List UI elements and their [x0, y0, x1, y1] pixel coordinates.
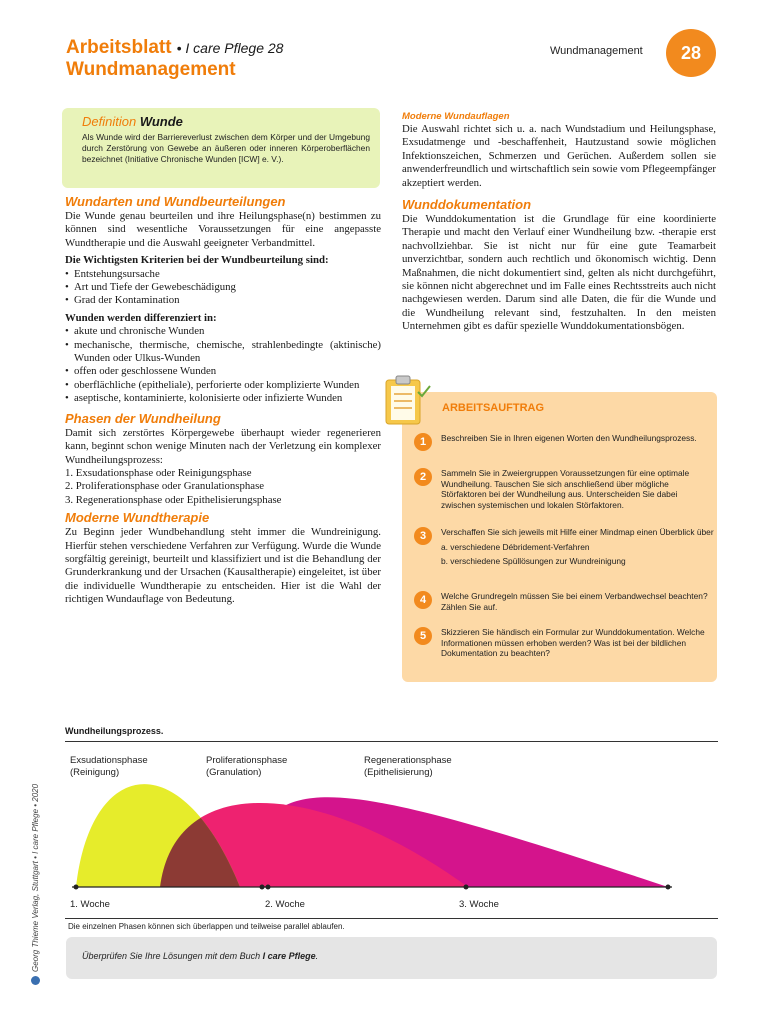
note-prefix: Überprüfen Sie Ihre Lösungen mit dem Buch — [82, 951, 263, 961]
task-text: Skizzieren Sie händisch ein Formular zur Wunddokumentation. Welche Informationen müssen erhoben werden? Was ist bei der bildlichen Dokumentation zu beachten? — [441, 627, 705, 659]
heading-wound-documentation: Wunddokumentation — [402, 197, 532, 213]
paragraph-wound-types: Die Wunde genau beurteilen und ihre Heilungsphase(n) bestimmen zu können sind wesentliche Voraussetzungen für eine angepasste Wundtherapie und die Auswahl geeigneter Verbandmittel. — [65, 210, 381, 249]
axis-marker — [74, 885, 79, 890]
criteria-title: Die Wichtigsten Kriterien bei der Wundbeurteilung sind: — [65, 254, 329, 267]
task-number: 1 — [414, 433, 432, 451]
axis-marker — [266, 885, 271, 890]
phase-name: Proliferationsphase — [206, 755, 288, 766]
axis-marker — [464, 885, 469, 890]
definition-text: Als Wunde wird der Barriereverlust zwischen dem Körper und der Umgebung durch Zerstörung von Gewebe an äußeren oder inneren Körperoberflächen bezeichnet (Initiative Chronische Wunden [ICW] e. V.). — [82, 132, 370, 164]
task-text: Verschaffen Sie sich jeweils mit Hilfe einer Mindmap einen Überblick über — [441, 527, 714, 537]
task-number: 3 — [414, 527, 432, 545]
paragraph-modern-therapy: Zu Beginn jeder Wundbehandlung steht immer die Wundreinigung. Hierfür stehen verschiedene Verfahren zur Verfügung. Wurde die Wunde sorgfältig gereinigt, beurteilt und klassifiziert und ist die Behandlung der Grunderkrankung und der Ursachen (Kausaltherapie) eingeleitet, ist über die individuelle Wundtherapie zu entscheiden. Hier ist die Wahl der richtigen Wundauflage von Bedeutung. — [65, 526, 381, 606]
list-item: • oberflächliche (epitheliale), perforierte oder komplizierte Wunden — [65, 379, 381, 392]
list-item: • Art und Tiefe der Gewebeschädigung — [65, 281, 381, 294]
task-title: ARBEITSAUFTRAG — [442, 402, 545, 414]
list-item: • offen oder geschlossene Wunden — [65, 365, 381, 378]
diagram-title: Wundheilungsprozess. — [65, 726, 164, 736]
definition-term: Wunde — [139, 114, 183, 129]
paragraph-wound-dressings: Die Auswahl richtet sich u. a. nach Wundstadium und Heilungsphase, Exsudatmenge und -beschaffenheit, Hautzustand sowie möglichen Infektionszeichen, Schmerzen und Gerüchen. Außerdem sollen sie anwenderfreundlich und wirtschaftlich sein sowie vom Pflegeempfänger akzeptiert werden. — [402, 123, 716, 189]
task-number: 2 — [414, 468, 432, 486]
axis-marker — [666, 885, 671, 890]
task-subitem-b: b. verschiedene Spüllösungen zur Wundreinigung — [441, 556, 626, 567]
credit-text: Georg Thieme Verlag, Stuttgart • I care Pflege • 2020 — [31, 783, 40, 972]
publisher-logo-icon — [31, 976, 40, 985]
week-label: 3. Woche — [459, 899, 499, 910]
task-number: 4 — [414, 591, 432, 609]
phase-name: Regenerationsphase — [364, 755, 452, 766]
phase-sub: (Granulation) — [206, 767, 262, 778]
list-item: 3. Regenerationsphase oder Epithelisierungsphase — [65, 493, 282, 506]
list-item: 2. Proliferationsphase oder Granulationsphase — [65, 480, 265, 493]
week-label: 2. Woche — [265, 899, 305, 910]
list-item: • mechanische, thermische, chemische, strahlenbedingte (aktinische) Wunden oder Ulkus-Wunden — [65, 339, 381, 366]
page-number-badge: 28 — [666, 29, 716, 77]
publisher-credit — [31, 784, 40, 985]
task-text: Beschreiben Sie in Ihren eigenen Worten den Wundheilungsprozess. — [441, 433, 697, 443]
task-text: Sammeln Sie in Zweiergruppen Voraussetzungen für eine optimale Wundheilung. Tauschen Sie sich anschließend über mögliche Störfaktoren bei der Wundheilung aus. Unterscheiden Sie dabei zwischen systemischen und lokalen Störfaktoren. — [441, 468, 690, 510]
task-subitem-a: a. verschiedene Débridement-Verfahren — [441, 541, 590, 552]
types-title: Wunden werden differenziert in: — [65, 311, 217, 324]
heading-modern-therapy: Moderne Wundtherapie — [65, 510, 210, 526]
task-text: Welche Grundregeln müssen Sie bei einem Verbandwechsel beachten? Zählen Sie auf. — [441, 591, 708, 612]
running-header: Wundmanagement — [550, 45, 643, 57]
paragraph-healing-phases: Damit sich zerstörtes Körpergewebe überhaupt wieder regenerieren kann, beginnt schon wenige Minuten nach der Verletzung ein komplexer Wundheilungsprozess: — [65, 426, 381, 466]
paragraph-wound-documentation: Die Wunddokumentation ist die Grundlage für eine koordinierte Therapie und macht den Verlauf einer Wundheilung bzw. -therapie erst nachvollziehbar. Sie ist nicht nur für eine gute Teamarbeit unverzichtbar, sondern auch rechtlich und ökonomisch wichtig. Denn Maßnahmen, die nicht dokumentiert sind, gelten als nicht durchgeführt, sie können nicht abgerechnet und im Falle eines Rechtsstreits auch nicht nachgewiesen werden. Darum sind alle Daten, die für die Wunde und die Wundheilung relevant sind, festzuhalten. In den meisten Unternehmen gibt es dafür spezielle Wunddokumentationsbögen. — [402, 213, 716, 333]
week-label: 1. Woche — [70, 899, 110, 910]
title-worksheet: Arbeitsblatt — [66, 37, 172, 58]
note-suffix: . — [315, 951, 319, 961]
heading-healing-phases: Phasen der Wundheilung — [65, 410, 221, 426]
list-item: 1. Exsudationsphase oder Reinigungsphase — [65, 466, 252, 479]
heading-wound-types: Wundarten und Wundbeurteilungen — [65, 194, 286, 209]
solution-note — [66, 937, 717, 979]
note-book: I care Pflege — [262, 951, 316, 961]
phase-sub: (Epithelisierung) — [364, 767, 433, 778]
heading-wound-dressings: Moderne Wundauflagen — [402, 111, 510, 122]
title-topic: Wundmanagement — [66, 59, 236, 80]
list-item: • Entstehungsursache — [65, 268, 381, 281]
phase-sub: (Reinigung) — [70, 767, 120, 778]
caption-rule — [65, 918, 718, 919]
diagram-caption: Die einzelnen Phasen können sich überlappen und teilweise parallel ablaufen. — [68, 922, 345, 931]
list-item: • akute und chronische Wunden — [65, 325, 381, 338]
axis-marker — [260, 885, 265, 890]
list-item: • Grad der Kontamination — [65, 294, 381, 307]
title-book: • I care Pflege 28 — [176, 40, 284, 56]
list-item: • aseptische, kontaminierte, kolonisierte oder infizierte Wunden — [65, 392, 381, 405]
definition-label: Definition — [82, 114, 137, 129]
task-number: 5 — [414, 627, 432, 645]
phase-name: Exsudationsphase — [70, 755, 148, 766]
